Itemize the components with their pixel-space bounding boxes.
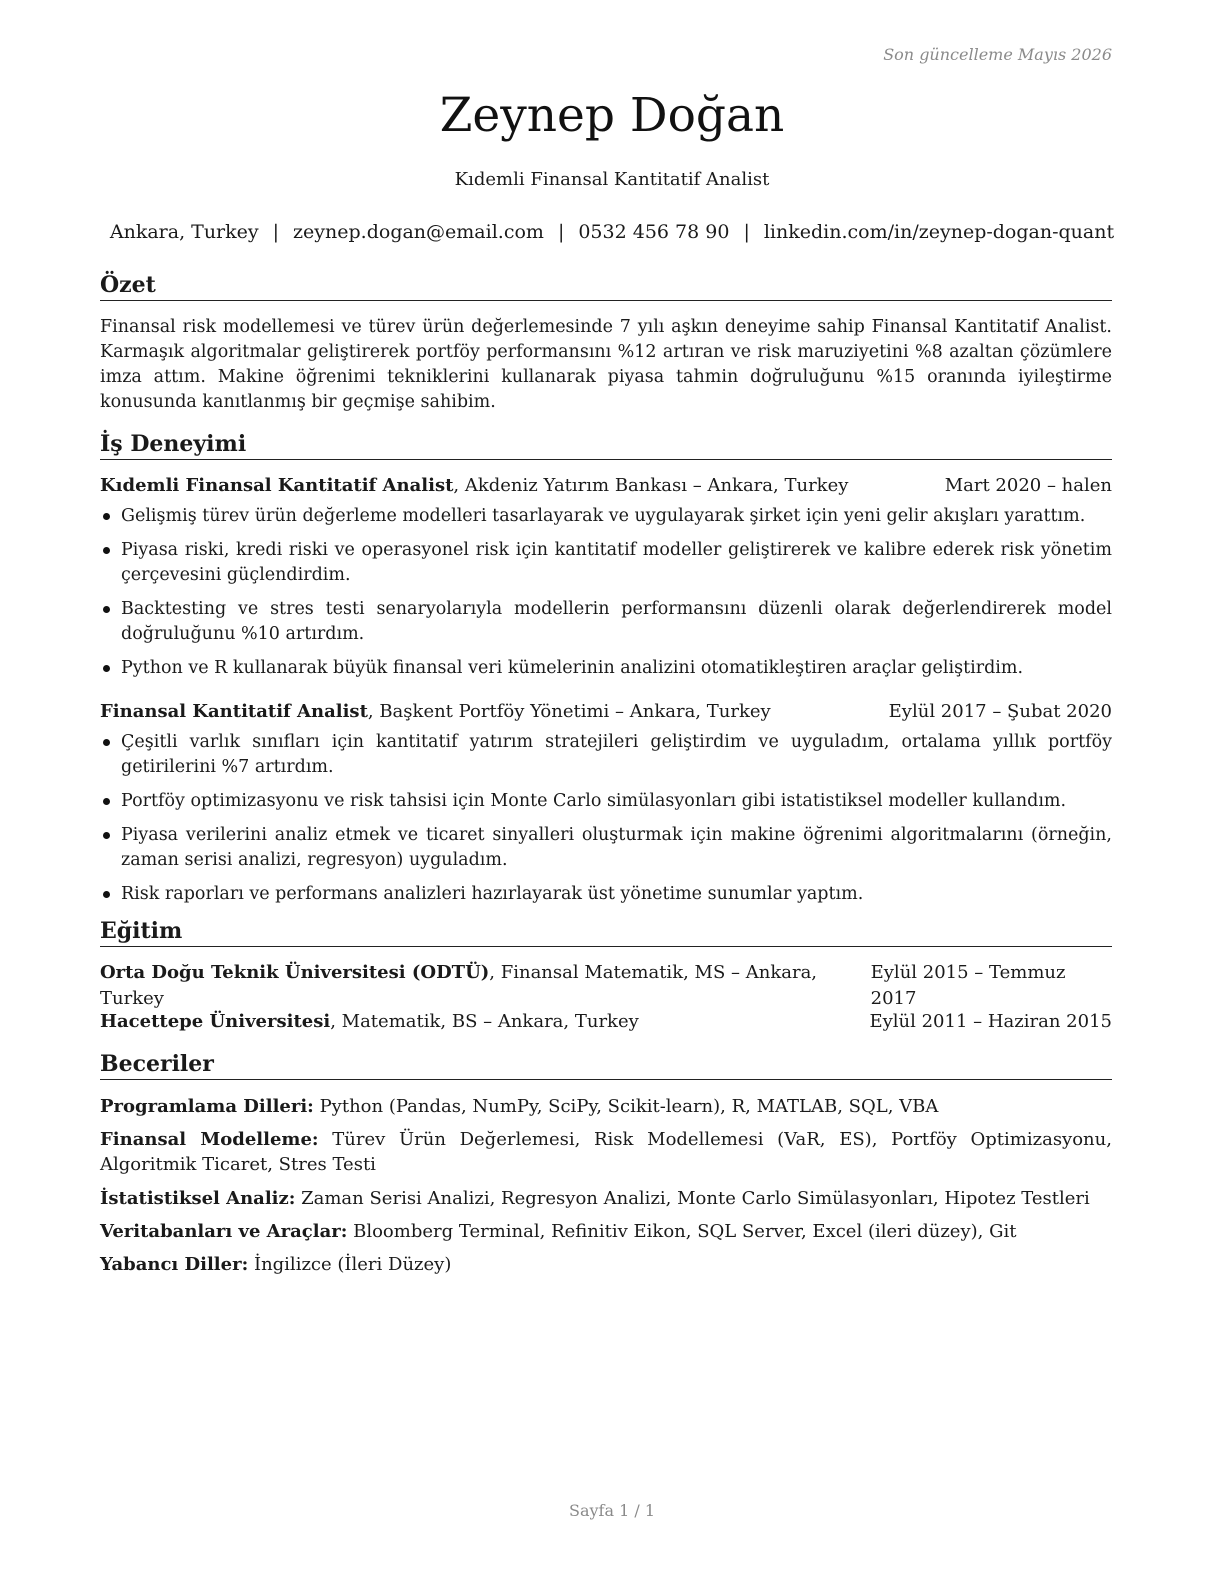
skill-value: İngilizce (İleri Düzey) <box>253 1254 452 1275</box>
contact-phone: 0532 456 78 90 <box>578 221 730 243</box>
bullet-item: Backtesting ve stres testi senaryolarıyla modellerin performansını düzenli olarak değerlendirerek model doğruluğunu %10 artırdım. <box>100 597 1112 647</box>
job-role: Kıdemli Finansal Kantitatif Analist <box>100 475 454 496</box>
bullet-item: Gelişmiş türev ürün değerleme modelleri tasarlayarak ve uygulayarak şirket için yeni gelir akışları yarattım. <box>100 504 1112 529</box>
education-detail: , Finansal Matematik, MS – Ankara, Turkey <box>100 962 818 1009</box>
education-entry <box>100 1009 1112 1035</box>
contact-separator: | <box>557 221 565 243</box>
contact-line <box>0 219 1224 245</box>
summary-heading: Özet <box>100 271 1112 301</box>
skill-label: Finansal Modelleme: <box>100 1129 319 1150</box>
education-detail: , Matematik, BS – Ankara, Turkey <box>330 1011 639 1032</box>
skill-label: İstatistiksel Analiz: <box>100 1188 296 1209</box>
education-heading: Eğitim <box>100 917 1112 947</box>
bullet-item: Portföy optimizasyonu ve risk tahsisi için Monte Carlo simülasyonları gibi istatistiksel modeller kullandım. <box>100 789 1112 814</box>
job-role: Finansal Kantitatif Analist <box>100 701 368 722</box>
bullet-item: Çeşitli varlık sınıfları için kantitatif yatırım stratejileri geliştirdim ve uyguladım, ortalama yıllık portföy getirilerini %7 artırdım. <box>100 730 1112 780</box>
skill-row <box>100 1219 1112 1244</box>
education-school: Hacettepe Üniversitesi <box>100 1011 331 1032</box>
skill-row <box>100 1094 1112 1119</box>
job-bullets <box>100 730 1112 916</box>
skill-label: Veritabanları ve Araçlar: <box>100 1221 348 1242</box>
education-school: Orta Doğu Teknik Üniversitesi (ODTÜ) <box>100 962 490 983</box>
skill-row <box>100 1127 1112 1177</box>
bullet-item: Piyasa verilerini analiz etmek ve ticaret sinyalleri oluşturmak için makine öğrenimi algoritmalarını (örneğin, zaman serisi analizi, regresyon) uyguladım. <box>100 823 1112 873</box>
skill-value: Python (Pandas, NumPy, SciPy, Scikit-learn), R, MATLAB, SQL, VBA <box>319 1096 939 1117</box>
skill-value: Türev Ürün Değerlemesi, Risk Modellemesi (VaR, ES), Portföy Optimizasyonu, Algoritmik Ticaret, Stres Testi <box>100 1129 1112 1175</box>
skill-label: Yabancı Diller: <box>100 1254 249 1275</box>
job-header <box>100 473 1112 499</box>
skill-label: Programlama Dilleri: <box>100 1096 314 1117</box>
skill-row <box>100 1252 1112 1277</box>
skills-heading: Beceriler <box>100 1050 1112 1080</box>
bullet-item: Risk raporları ve performans analizleri hazırlayarak üst yönetime sunumlar yaptım. <box>100 882 1112 907</box>
bullet-item: Python ve R kullanarak büyük finansal veri kümelerinin analizini otomatikleştiren araçlar geliştirdim. <box>100 656 1112 681</box>
job-header <box>100 699 1112 725</box>
skill-value: Zaman Serisi Analizi, Regresyon Analizi, Monte Carlo Simülasyonları, Hipotez Testleri <box>301 1188 1090 1209</box>
job-dates: Eylül 2017 – Şubat 2020 <box>888 701 1112 722</box>
experience-heading: İş Deneyimi <box>100 430 1112 460</box>
job-dates: Mart 2020 – halen <box>944 475 1112 496</box>
candidate-title: Kıdemli Finansal Kantitatif Analist <box>454 169 770 190</box>
education-dates: Eylül 2015 – Temmuz 2017 <box>870 962 1066 1009</box>
contact-linkedin[interactable]: linkedin.com/in/zeynep-dogan-quant <box>763 221 1115 243</box>
contact-email[interactable]: zeynep.dogan@email.com <box>293 221 544 243</box>
page-number: Sayfa 1 / 1 <box>568 1501 655 1520</box>
contact-separator: | <box>272 221 280 243</box>
contact-separator: | <box>743 221 750 243</box>
last-updated: Son güncelleme Mayıs 2026 <box>883 45 1112 64</box>
candidate-name: Zeynep Doğan <box>439 88 785 143</box>
contact-location: Ankara, Turkey <box>109 221 259 243</box>
job-bullets <box>100 504 1112 690</box>
skill-row <box>100 1186 1112 1211</box>
job-company: , Başkent Portföy Yönetimi – Ankara, Turkey <box>367 701 771 722</box>
bullet-item: Piyasa riski, kredi riski ve operasyonel risk için kantitatif modeller geliştirerek ve kalibre ederek risk yönetim çerçevesini güçlendirdim. <box>100 538 1112 588</box>
education-entry <box>100 960 1112 1012</box>
summary-text: Finansal risk modellemesi ve türev ürün değerlemesinde 7 yılı aşkın deneyime sahip Finansal Kantitatif Analist. Karmaşık algoritmalar geliştirerek portföy performansını %12 artıran ve risk maruziyetini %8 azaltan çözümlere imza attım. Makine öğrenimi tekniklerini kullanarak piyasa tahmin doğruluğunu %15 oranında iyileştirme konusunda kanıtlanmış bir geçmişe sahibim. <box>100 317 1112 412</box>
skill-value: Bloomberg Terminal, Refinitiv Eikon, SQL Server, Excel (ileri düzey), Git <box>353 1221 1017 1242</box>
education-dates: Eylül 2011 – Haziran 2015 <box>869 1011 1112 1032</box>
job-company: , Akdeniz Yatırım Bankası – Ankara, Turkey <box>453 475 849 496</box>
